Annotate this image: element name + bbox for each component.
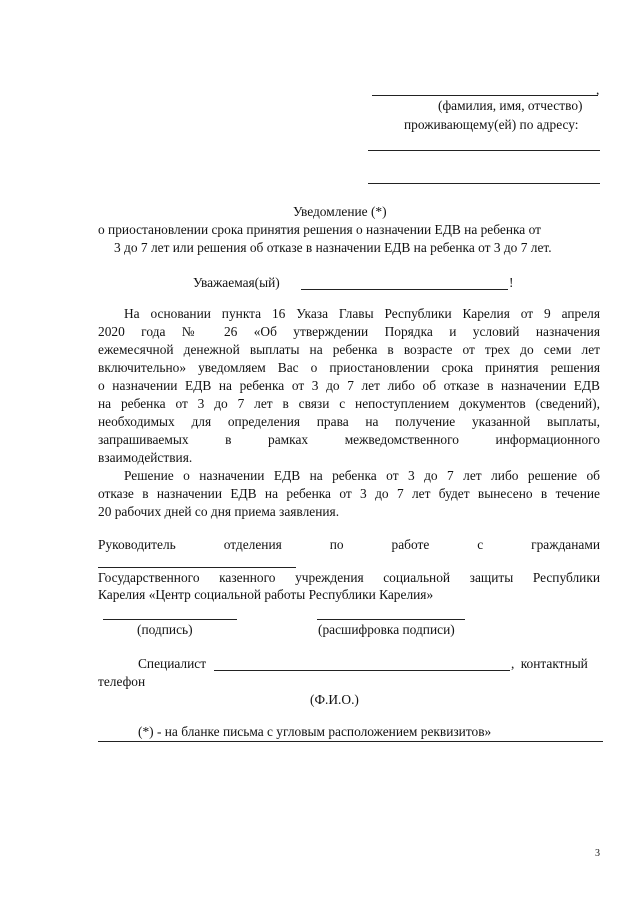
notice-title: Уведомление (*) bbox=[293, 204, 387, 219]
body-line: взаимодействия. bbox=[98, 450, 193, 465]
head-position-line: Руководитель отделения по работе с гражданами bbox=[98, 537, 600, 552]
address-line-2 bbox=[368, 183, 600, 184]
organization-line-1: Государственного казенного учреждения социальной защиты Республики bbox=[98, 570, 600, 585]
page-number: 3 bbox=[595, 848, 600, 859]
body-line: о назначении ЕДВ на ребенка от 3 до 7 лет либо об отказе в назначении ЕДВ bbox=[98, 378, 600, 393]
fio-underline bbox=[372, 95, 598, 96]
body-line: 20 рабочих дней со дня приема заявления. bbox=[98, 504, 340, 519]
body-line: включительно» уведомляем Вас о приостановлении срока принятия решения bbox=[98, 360, 600, 375]
signature-caption: (подпись) bbox=[137, 622, 193, 637]
address-label: проживающему(ей) по адресу: bbox=[404, 117, 579, 132]
specialist-fio-caption: (Ф.И.О.) bbox=[310, 692, 359, 707]
greeting-name-line bbox=[301, 289, 508, 290]
signature-line bbox=[103, 619, 237, 620]
body-line: необходимых для определения права на получение указанной выплаты, bbox=[98, 414, 600, 429]
notice-subtitle-line-1: о приостановлении срока принятия решения о назначении ЕДВ на ребенка от bbox=[98, 222, 541, 237]
greeting-suffix: ! bbox=[509, 275, 514, 290]
specialist-name-line bbox=[214, 670, 510, 671]
body-line: ежемесячной денежной выплаты на ребенка в возрасте от трех до семи лет bbox=[98, 342, 600, 357]
body-line: 2020 года № 26 «Об утверждении Порядка и условий назначения bbox=[98, 324, 600, 339]
fio-caption: (фамилия, имя, отчество) bbox=[438, 98, 583, 113]
body-line: Решение о назначении ЕДВ на ребенка от 3 до 7 лет либо решение об bbox=[124, 468, 600, 483]
footnote-underline bbox=[98, 741, 603, 742]
specialist-contact: , контактный bbox=[511, 656, 588, 671]
greeting-prefix: Уважаемая(ый) bbox=[193, 275, 280, 290]
body-line: на ребенка от 3 до 7 лет в связи с непоступлением документов (сведений), bbox=[98, 396, 600, 411]
organization-line-2: Карелия «Центр социальной работы Республики Карелия» bbox=[98, 587, 434, 602]
specialist-label: Специалист bbox=[138, 656, 207, 671]
signature-decode-caption: (расшифровка подписи) bbox=[318, 622, 455, 637]
specialist-phone: телефон bbox=[98, 674, 146, 689]
body-line: На основании пункта 16 Указа Главы Республики Карелия от 9 апреля bbox=[124, 306, 600, 321]
footnote: (*) - на бланке письма с угловым расположением реквизитов» bbox=[138, 724, 492, 739]
address-line-1 bbox=[368, 150, 600, 151]
fio-comma: , bbox=[596, 82, 600, 97]
body-line: запрашиваемых в рамках межведомственного информационного bbox=[98, 432, 600, 447]
head-underline bbox=[98, 567, 296, 568]
notice-subtitle-line-2: 3 до 7 лет или решения об отказе в назначении ЕДВ на ребенка от 3 до 7 лет. bbox=[114, 240, 552, 255]
body-line: отказе в назначении ЕДВ на ребенка от 3 до 7 лет будет вынесено в течение bbox=[98, 486, 600, 501]
signature-decode-line bbox=[317, 619, 465, 620]
